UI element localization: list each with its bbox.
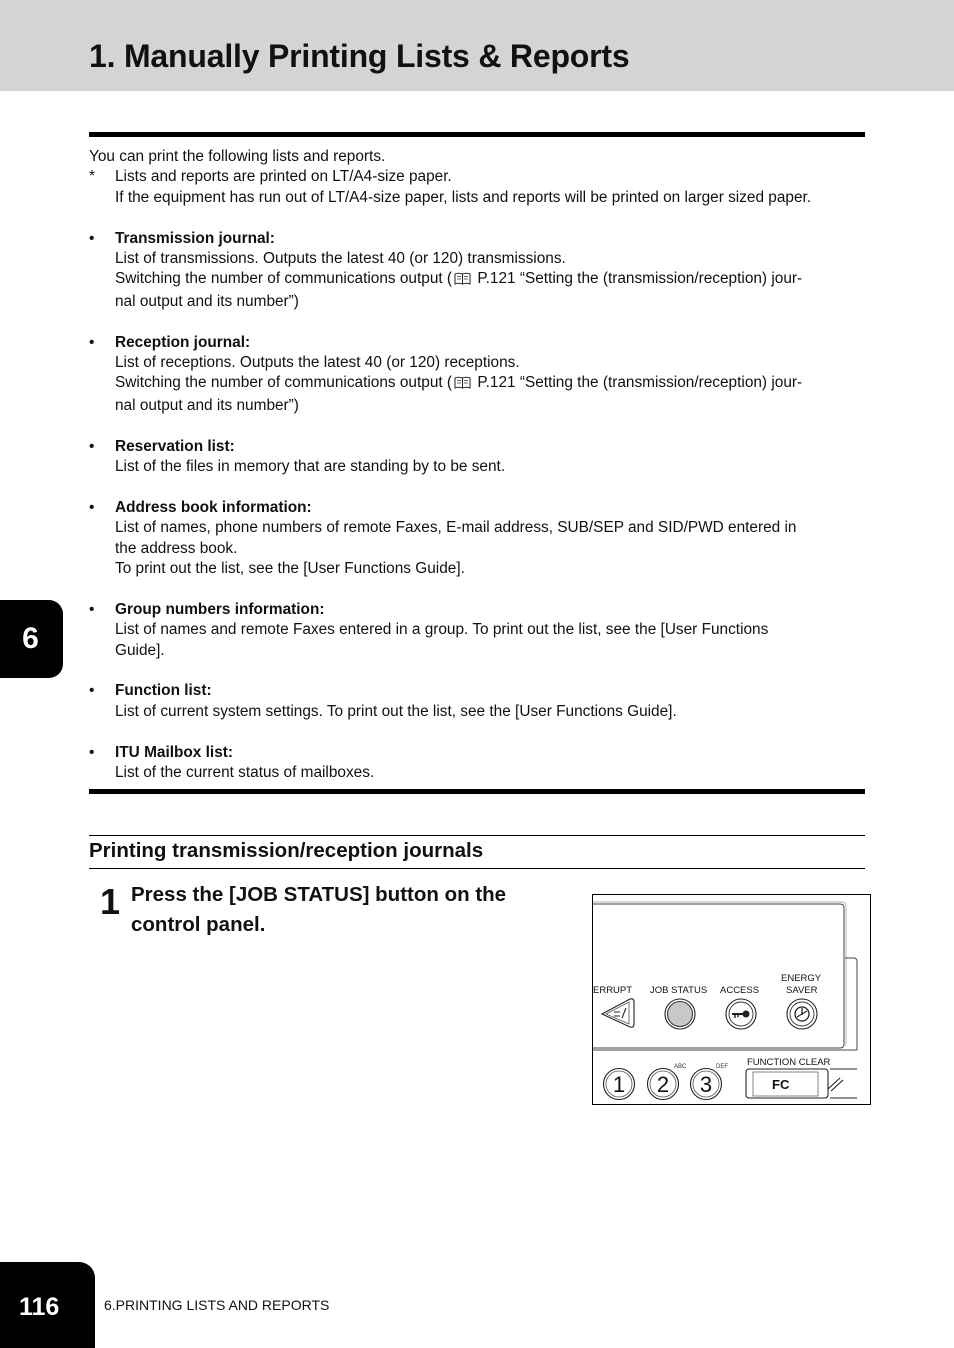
item-label: Function list: [115, 682, 212, 700]
item-label: ITU Mailbox list: [115, 743, 233, 761]
bullet: • [89, 743, 95, 761]
list-item-reception-journal [89, 333, 879, 417]
item-line: List of receptions. Outputs the latest 40 (or 120) receptions. [115, 354, 520, 372]
item-line: List of transmissions. Outputs the latest 40 (or 120) transmissions. [115, 250, 566, 268]
page-title: 1. Manually Printing Lists & Reports [89, 38, 630, 74]
intro-text: You can print the following lists and reports. [89, 148, 386, 165]
footer-chapter-title: 6.PRINTING LISTS AND REPORTS [104, 1297, 330, 1313]
key-1-label: 1 [612, 1072, 626, 1097]
note-mark: * [89, 168, 95, 186]
ref-text-before: Switching the number of communications output ( [115, 270, 453, 288]
note-line: Lists and reports are printed on LT/A4-size paper. [115, 168, 452, 186]
top-rule [89, 132, 865, 137]
item-line: List of current system settings. To print out the list, see the [User Functions Guide]. [115, 702, 677, 720]
job-status-label: JOB STATUS [650, 985, 708, 996]
item-line: nal output and its number”) [115, 396, 299, 414]
bullet: • [89, 682, 95, 700]
function-clear-label: FUNCTION CLEAR [747, 1057, 831, 1068]
list-item-function-list [89, 681, 879, 722]
figure-frame [593, 895, 871, 1105]
control-panel-illustration [592, 894, 871, 1105]
item-line: List of the files in memory that are standing by to be sent. [115, 458, 506, 476]
interrupt-label: ERRUPT [593, 985, 633, 996]
energy-saver-button [787, 999, 817, 1029]
keypad-key-1 [604, 1069, 635, 1100]
note-line: If the equipment has run out of LT/A4-size paper, lists and reports will be printed on larger sized paper. [115, 188, 812, 206]
paper-note [89, 167, 879, 208]
bottom-rule [89, 789, 865, 794]
list-item-address-book [89, 498, 879, 580]
bullet: • [89, 437, 95, 455]
bullet: • [89, 333, 95, 351]
item-label: Reception journal: [115, 333, 251, 351]
key-3-sublabel: DEF [716, 1064, 728, 1070]
access-label: ACCESS [720, 985, 760, 996]
item-line: List of names and remote Faxes entered in a group. To print out the list, see the [User Functions [115, 621, 769, 639]
list-item-itu-mailbox [89, 743, 879, 784]
bullet: • [89, 229, 95, 247]
item-label: Address book information: [115, 498, 312, 516]
key-2-sublabel: ABC [674, 1064, 687, 1070]
note-body [115, 167, 879, 208]
ref-text-before: Switching the number of communications output ( [115, 374, 453, 392]
fc-label: FC [772, 1077, 790, 1092]
list-item-reservation-list [89, 437, 879, 478]
ref-text-after: P.121 “Setting the (transmission/reception) jour- [473, 374, 803, 392]
item-reference [115, 373, 879, 395]
book-icon [454, 375, 471, 395]
book-icon [454, 271, 471, 291]
item-label: Reservation list: [115, 437, 235, 455]
ref-text-after: P.121 “Setting the (transmission/reception) jour- [473, 270, 803, 288]
item-line: the address book. [115, 539, 238, 557]
chapter-tab: 6 [0, 600, 63, 678]
header-band [0, 0, 954, 91]
body-text [89, 147, 879, 783]
job-status-button [665, 999, 695, 1029]
list-item-group-numbers [89, 600, 879, 661]
key-3-label: 3 [699, 1072, 713, 1097]
item-line: List of names, phone numbers of remote Faxes, E-mail address, SUB/SEP and SID/PWD entered in [115, 519, 797, 537]
key-2-label: 2 [656, 1072, 670, 1097]
step-number: 1 [100, 881, 121, 922]
energy-saver-label-1: ENERGY [781, 973, 822, 984]
item-label: Transmission journal: [115, 229, 275, 247]
section-rule-bottom [89, 868, 865, 869]
section-heading: Printing transmission/reception journals [89, 839, 484, 862]
bullet: • [89, 600, 95, 618]
item-line: Guide]. [115, 641, 165, 659]
bullet: • [89, 498, 95, 516]
page-number: 116 [19, 1293, 60, 1321]
item-label: Group numbers information: [115, 600, 325, 618]
item-line: List of the current status of mailboxes. [115, 764, 375, 782]
item-reference [115, 269, 879, 291]
energy-saver-label-2: SAVER [786, 985, 818, 996]
item-line: To print out the list, see the [User Functions Guide]. [115, 560, 465, 578]
access-button [726, 999, 756, 1029]
item-line: nal output and its number”) [115, 292, 299, 310]
step-instruction: Press the [JOB STATUS] button on the control panel. [131, 883, 507, 936]
list-item-transmission-journal [89, 229, 879, 313]
